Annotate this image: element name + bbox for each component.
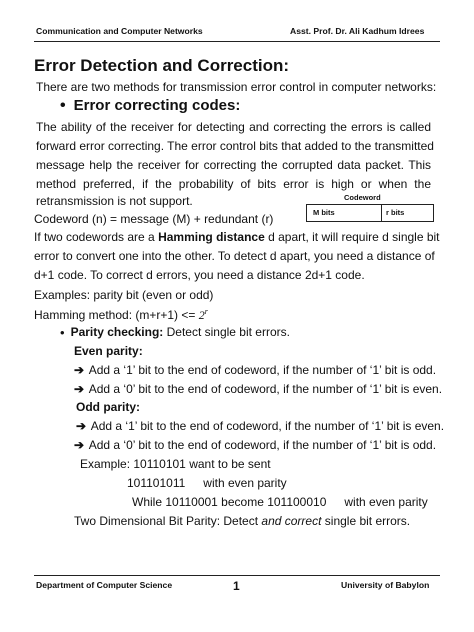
example-line-1: Example: 10110101 want to be sent xyxy=(80,457,271,471)
header-author: Asst. Prof. Dr. Ali Kadhum Idrees xyxy=(290,26,425,36)
para-line-4: method preferred, if the probability of bits error is high or when the xyxy=(36,177,431,191)
section-heading-text: Error correcting codes: xyxy=(73,97,241,114)
header-rule xyxy=(34,41,440,42)
arrow-right-icon: ➔ xyxy=(74,363,85,377)
hamming-distance-term: Hamming distance xyxy=(158,230,265,244)
even-parity-heading: Even parity: xyxy=(74,344,143,358)
hamming-line-2: error to convert one into the other. To detect d apart, you need a distance of xyxy=(34,249,435,263)
odd-rule-1: ➔ Add a ‘1’ bit to the end of codeword, if the number of ‘1’ bit is even. xyxy=(76,419,445,433)
arrow-right-icon: ➔ xyxy=(74,382,85,396)
odd-parity-heading: Odd parity: xyxy=(76,400,141,414)
r-bits-cell: r bits xyxy=(386,208,405,217)
two-dimensional-parity: Two Dimensional Bit Parity: Detect and correct single bit errors. xyxy=(74,514,411,528)
bullet-icon: • xyxy=(60,324,65,340)
bullet-icon: • xyxy=(60,97,66,115)
header-course: Communication and Computer Networks xyxy=(36,26,203,36)
footer-rule xyxy=(34,575,440,576)
para-line-1: The ability of the receiver for detecting and correcting the errors is called xyxy=(36,120,431,134)
examples-line: Examples: parity bit (even or odd) xyxy=(34,288,214,302)
hamming-line-1: If two codewords are a Hamming distance d apart, it will require d single bit xyxy=(34,230,440,244)
codeword-diagram xyxy=(306,204,434,222)
even-rule-1: ➔ Add a ‘1’ bit to the end of codeword, if the number of ‘1’ bit is odd. xyxy=(74,363,437,377)
hamming-method: Hamming method: (m+r+1) <= 2$^r$ xyxy=(34,307,208,322)
intro-text: There are two methods for transmission error control in computer networks: xyxy=(36,80,437,94)
example-line-3: While 10110001 become 101100010 with even parity xyxy=(132,495,428,509)
codeword-formula: Codeword (n) = message (M) + redundant (r) xyxy=(34,212,274,226)
arrow-right-icon: ➔ xyxy=(76,419,87,433)
arrow-right-icon: ➔ xyxy=(74,438,85,452)
odd-rule-2: ➔ Add a ‘0’ bit to the end of codeword, if the number of ‘1’ bit is odd. xyxy=(74,438,437,452)
para-line-5: retransmission is not support. xyxy=(36,194,193,208)
parity-checking: • Parity checking: Detect single bit errors. xyxy=(60,324,290,340)
footer-university: University of Babylon xyxy=(341,580,430,590)
hamming-line-3: d+1 code. To correct d errors, you need a distance 2d+1 code. xyxy=(34,268,365,282)
footer-department: Department of Computer Science xyxy=(36,580,173,590)
even-rule-2: ➔ Add a ‘0’ bit to the end of codeword, if the number of ‘1’ bit is even. xyxy=(74,382,443,396)
page-title: Error Detection and Correction: xyxy=(34,56,290,75)
codeword-label: Codeword xyxy=(344,193,381,202)
example-line-2: 101101011 with even parity xyxy=(127,476,287,490)
para-line-3: message help the receiver for correcting the corrupted data packet. This xyxy=(36,158,431,172)
para-line-2: forward error correcting. The error control bits that added to the transmitted xyxy=(36,139,434,153)
m-bits-cell: M bits xyxy=(307,205,382,221)
section-heading xyxy=(60,97,240,114)
page-number: 1 xyxy=(233,579,240,593)
